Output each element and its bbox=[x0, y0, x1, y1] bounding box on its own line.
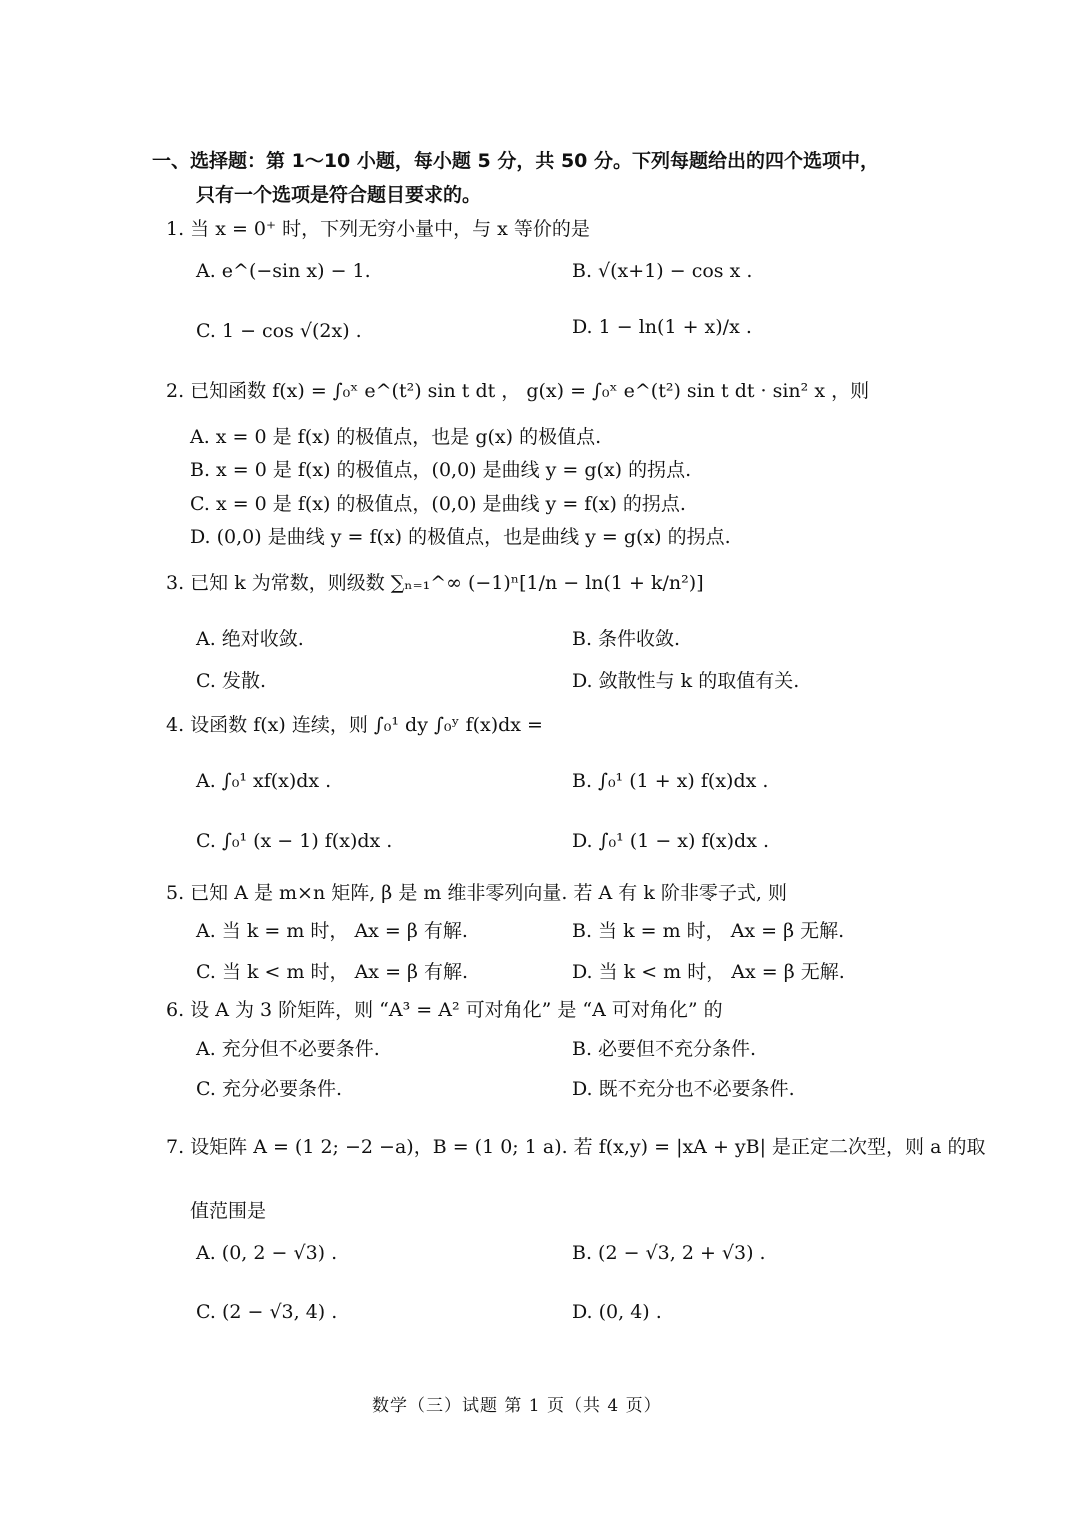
question-2-option-d: D. (0,0) 是曲线 y = f(x) 的极值点，也是曲线 y = g(x) 的拐点. bbox=[190, 526, 731, 548]
question-1-option-c: C. 1 − cos √(2x) . bbox=[196, 320, 362, 342]
question-5-option-c: C. 当 k < m 时， Ax = β 有解. bbox=[196, 961, 469, 983]
question-1-stem: 1. 当 x = 0⁺ 时，下列无穷小量中，与 x 等价的是 bbox=[166, 218, 590, 240]
question-6-option-c: C. 充分必要条件. bbox=[196, 1078, 342, 1100]
page-footer: 数学（三）试题 第 1 页（共 4 页） bbox=[372, 1396, 662, 1416]
section-title-line1: 一、选择题：第 1～10 小题，每小题 5 分，共 50 分。下列每题给出的四个选项中， bbox=[152, 150, 880, 172]
question-3-option-b: B. 条件收敛. bbox=[572, 628, 681, 650]
question-3-option-d: D. 敛散性与 k 的取值有关. bbox=[572, 670, 800, 692]
question-4-option-a: A. ∫₀¹ xf(x)dx . bbox=[196, 770, 332, 792]
question-6-option-a: A. 充分但不必要条件. bbox=[196, 1038, 380, 1060]
question-5-option-b: B. 当 k = m 时， Ax = β 无解. bbox=[572, 920, 845, 942]
question-1-option-b: B. √(x+1) − cos x . bbox=[572, 260, 753, 282]
question-6-stem: 6. 设 A 为 3 阶矩阵，则 “A³ = A² 可对角化” 是 “A 可对角化” 的 bbox=[166, 999, 723, 1021]
question-6-option-d: D. 既不充分也不必要条件. bbox=[572, 1078, 795, 1100]
question-7-option-b: B. (2 − √3, 2 + √3) . bbox=[572, 1242, 766, 1264]
question-2-option-a: A. x = 0 是 f(x) 的极值点，也是 g(x) 的极值点. bbox=[190, 426, 602, 448]
question-4-option-d: D. ∫₀¹ (1 − x) f(x)dx . bbox=[572, 830, 770, 852]
question-1-option-d: D. 1 − ln(1 + x)/x . bbox=[572, 316, 752, 338]
question-5-option-a: A. 当 k = m 时， Ax = β 有解. bbox=[196, 920, 468, 942]
question-7-stem: 7. 设矩阵 A = (1 2; −2 −a)，B = (1 0; 1 a). 若 f(x,y) = |xA + yB| 是正定二次型，则 a 的取 bbox=[166, 1136, 986, 1158]
question-7-option-c: C. (2 − √3, 4) . bbox=[196, 1301, 338, 1323]
question-6-option-b: B. 必要但不充分条件. bbox=[572, 1038, 757, 1060]
question-4-option-b: B. ∫₀¹ (1 + x) f(x)dx . bbox=[572, 770, 769, 792]
question-3-option-c: C. 发散. bbox=[196, 670, 266, 692]
section-title-line2: 只有一个选项是符合题目要求的。 bbox=[196, 184, 482, 206]
question-4-option-c: C. ∫₀¹ (x − 1) f(x)dx . bbox=[196, 830, 393, 852]
question-5-option-d: D. 当 k < m 时， Ax = β 无解. bbox=[572, 961, 845, 983]
question-1-option-a: A. e^(−sin x) − 1. bbox=[196, 260, 371, 282]
question-2-stem: 2. 已知函数 f(x) = ∫₀ˣ e^(t²) sin t dt ， g(x) = ∫₀ˣ e^(t²) sin t dt · sin² x ，则 bbox=[166, 380, 870, 402]
question-7-option-a: A. (0, 2 − √3) . bbox=[196, 1242, 338, 1264]
question-3-option-a: A. 绝对收敛. bbox=[196, 628, 304, 650]
question-2-option-b: B. x = 0 是 f(x) 的极值点，(0,0) 是曲线 y = g(x) 的拐点. bbox=[190, 459, 692, 481]
question-5-stem: 5. 已知 A 是 m×n 矩阵, β 是 m 维非零列向量. 若 A 有 k 阶非零子式, 则 bbox=[166, 882, 787, 904]
question-7-option-d: D. (0, 4) . bbox=[572, 1301, 662, 1323]
question-3-stem: 3. 已知 k 为常数，则级数 ∑ₙ₌₁^∞ (−1)ⁿ[1/n − ln(1 + k/n²)] bbox=[166, 572, 704, 594]
question-7-stem-continued: 值范围是 bbox=[190, 1200, 267, 1222]
question-2-option-c: C. x = 0 是 f(x) 的极值点，(0,0) 是曲线 y = f(x) 的拐点. bbox=[190, 493, 686, 515]
question-4-stem: 4. 设函数 f(x) 连续，则 ∫₀¹ dy ∫₀ʸ f(x)dx = bbox=[166, 714, 543, 736]
